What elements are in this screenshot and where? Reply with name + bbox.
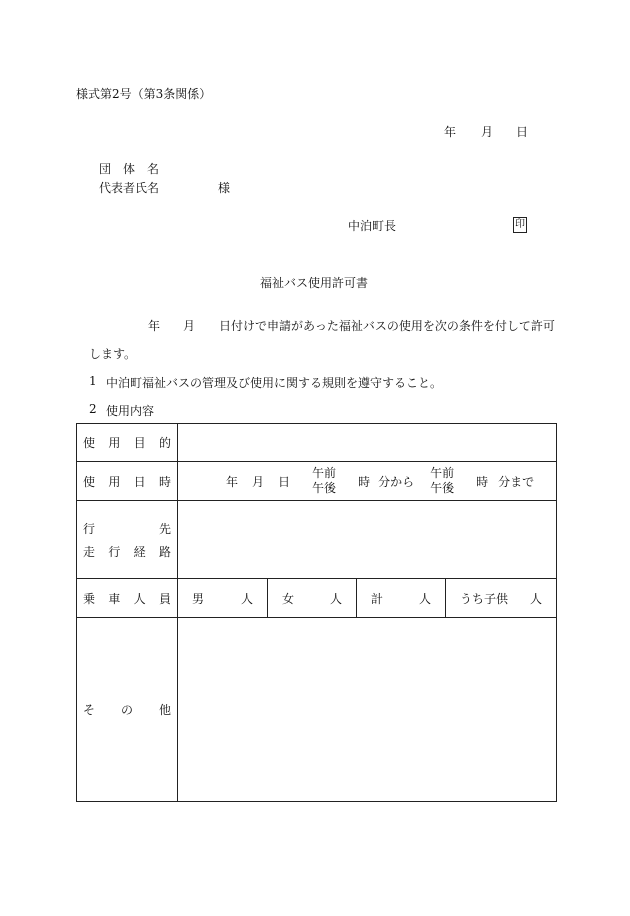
seal-icon: 印 <box>513 217 527 233</box>
item-2-text: 使用内容 <box>106 404 155 418</box>
purpose-field[interactable] <box>178 424 557 462</box>
passengers-field <box>178 579 557 618</box>
purpose-label: 使 用 目 的 <box>77 424 178 462</box>
datetime-field[interactable]: 年 月 日 午前 午後 時 分から 午前 午後 時 分まで <box>178 462 557 501</box>
ampm-from: 午前 午後 <box>312 466 337 495</box>
org-name-label: 団 体 名 <box>99 162 160 176</box>
other-row <box>77 618 557 802</box>
datetime-label: 使 用 日 時 <box>77 462 178 501</box>
datetime-row <box>77 462 557 501</box>
other-field[interactable] <box>178 618 557 802</box>
body-line2: します。 <box>89 347 137 361</box>
male-count-field[interactable]: 男 人 <box>192 591 253 606</box>
other-label: そ の 他 <box>77 618 178 802</box>
document-title: 福祉バス使用許可書 <box>260 276 369 290</box>
honorific: 様 <box>218 181 231 195</box>
destination-route-label: 行 先 走 行 経 路 <box>77 501 178 579</box>
date-year: 年 <box>444 125 457 139</box>
passengers-row <box>77 579 557 618</box>
date-day: 日 <box>516 125 529 139</box>
destination-field[interactable] <box>178 501 557 579</box>
issuer-name: 中泊町長 <box>348 219 397 233</box>
item-1-text: 中泊町福祉バスの管理及び使用に関する規則を遵守すること。 <box>106 376 443 390</box>
item-1-num: 1 <box>89 374 97 388</box>
date-month: 月 <box>481 125 494 139</box>
body-year: 年 <box>148 319 161 333</box>
seal-mark <box>513 216 527 233</box>
body-month: 月 <box>183 319 196 333</box>
total-count-field[interactable]: 計 人 <box>356 579 445 617</box>
passengers-label: 乗 車 人 員 <box>77 579 178 618</box>
representative-label: 代表者氏名 <box>99 181 160 195</box>
usage-table <box>76 423 557 802</box>
ampm-to: 午前 午後 <box>430 466 455 495</box>
form-number: 様式第2号（第3条関係） <box>76 87 212 101</box>
female-count-field[interactable]: 女 人 <box>267 579 356 617</box>
body-line1: 日付けで申請があった福祉バスの使用を次の条件を付して許可 <box>219 319 555 333</box>
destination-row <box>77 501 557 579</box>
children-count-field[interactable]: うち子供 人 <box>445 579 556 617</box>
purpose-row <box>77 424 557 462</box>
item-2-num: 2 <box>89 402 97 416</box>
